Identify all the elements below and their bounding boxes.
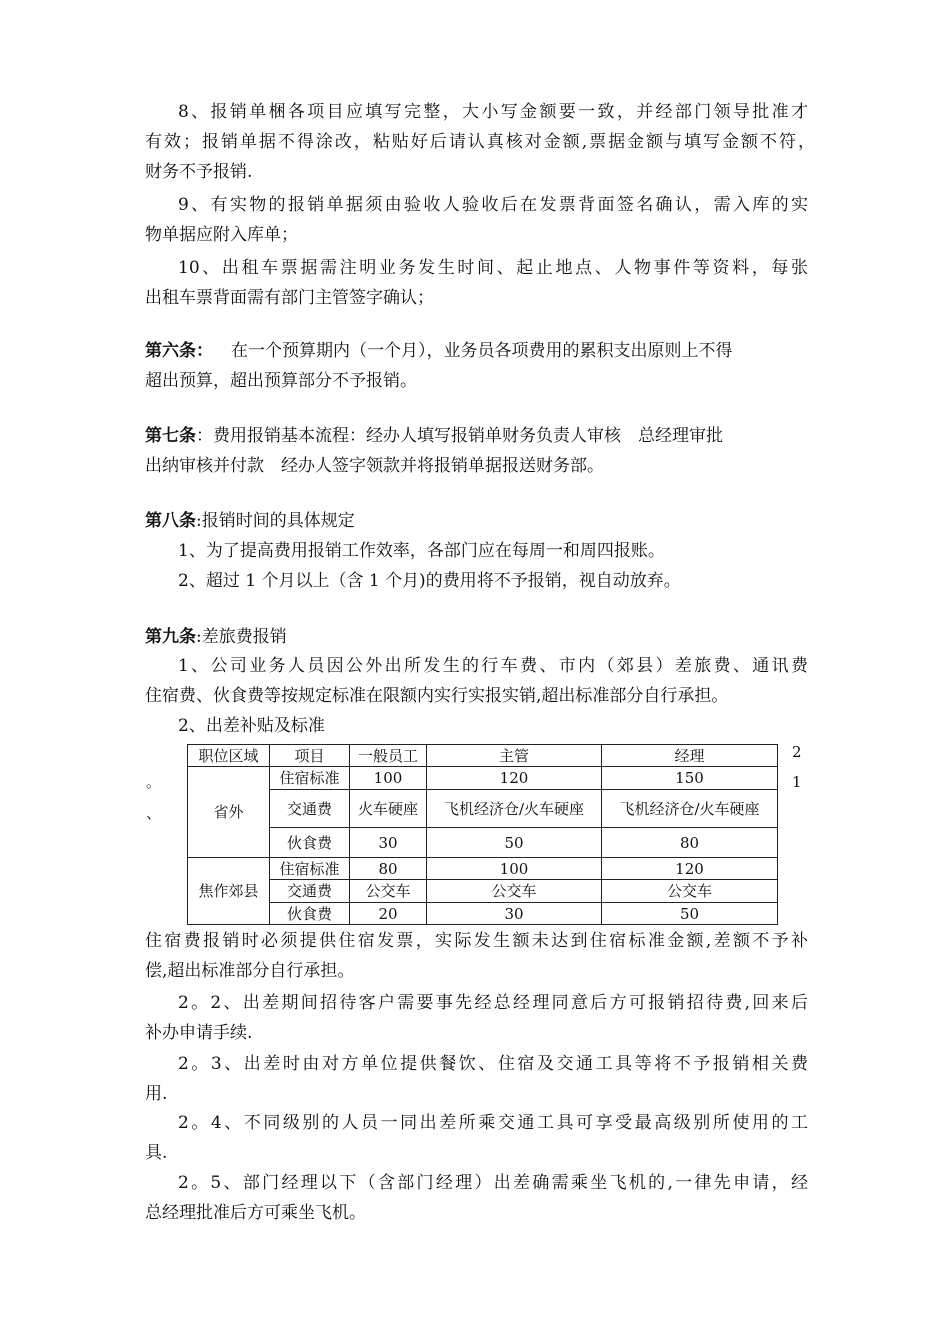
article-9-heading [145, 626, 287, 648]
table-header-cell: 职位区域 [188, 745, 270, 767]
article-6-label: 第六条： [145, 341, 213, 361]
table-cell: 公交车 [350, 880, 427, 903]
table-cell: 50 [427, 828, 602, 858]
article-7-text-1: ：费用报销基本流程：经办人填写报销单财务负责人审核 总经理审批 [196, 426, 723, 446]
article-8-label: 第八条 [145, 511, 196, 531]
table-cell: 120 [427, 767, 602, 790]
article-8-item-2: 2、超过 1 个月以上（含 1 个月)的费用将不予报销，视自动放弃。 [178, 571, 681, 591]
left-mark-bottom: 、 [146, 804, 162, 822]
table-cell: 交通费 [270, 790, 350, 828]
table-cell: 120 [602, 858, 778, 880]
table-header-cell: 一般员工 [350, 745, 427, 767]
table-row [188, 767, 778, 790]
table-header-cell: 经理 [602, 745, 778, 767]
article-6-line-1 [145, 340, 733, 362]
article-8-title: :报销时间的具体规定 [196, 511, 355, 531]
table-row [188, 858, 778, 880]
table-cell: 伙食费 [270, 828, 350, 858]
table-cell: 飞机经济仓/火车硬座 [602, 790, 778, 828]
item-9-line-2: 物单据应附入库单； [145, 225, 298, 245]
after-table-p5-line-1: 2。5、部门经理以下（含部门经理）出差确需乘坐飞机的,一律先申请，经 [178, 1173, 808, 1193]
right-mark-bottom: 1 [792, 773, 802, 791]
table-cell: 80 [602, 828, 778, 858]
article-7-label: 第七条 [145, 426, 196, 446]
table-cell: 伙食费 [270, 903, 350, 925]
table-cell: 50 [602, 903, 778, 925]
table-cell: 飞机经济仓/火车硬座 [427, 790, 602, 828]
after-table-p3-line-1: 2。3、出差时由对方单位提供餐饮、住宿及交通工具等将不予报销相关费 [178, 1054, 808, 1074]
item-8-line-3: 财务不予报销. [145, 162, 253, 182]
after-table-p4-line-2: 具. [145, 1143, 168, 1163]
article-6-text-1: 在一个预算期内（一个月），业务员各项费用的累积支出原则上不得 [231, 341, 733, 361]
table-cell: 公交车 [602, 880, 778, 903]
after-table-p5-line-2: 总经理批准后方可乘坐飞机。 [145, 1203, 366, 1223]
after-table-p3-line-2: 用. [145, 1084, 168, 1104]
article-7-line-2: 出纳审核并付款 经办人签字领款并将报销单据报送财务部。 [145, 456, 604, 476]
table-header-cell: 主管 [427, 745, 602, 767]
item-9-line-1: 9、有实物的报销单据须由验收人验收后在发票背面签名确认，需入库的实 [178, 195, 808, 215]
table-row [188, 790, 778, 828]
article-9-title: :差旅费报销 [196, 627, 287, 647]
article-9-label: 第九条 [145, 627, 196, 647]
article-9-item-2: 2、出差补贴及标准 [178, 716, 325, 736]
article-7-line-1 [145, 425, 723, 447]
after-table-p4-line-1: 2。4、不同级别的人员一同出差所乘交通工具可享受最高级别所使用的工 [178, 1113, 808, 1133]
article-9-item-1-line-2: 住宿费、伙食费等按规定标准在限额内实行实报实销,超出标准部分自行承担。 [145, 686, 729, 706]
item-8-line-1: 8、报销单梱各项目应填写完整，大小写金额要一致，并经部门领导批准才 [178, 102, 808, 122]
table-cell: 150 [602, 767, 778, 790]
article-9-item-1-line-1: 1、公司业务人员因公外出所发生的行车费、市内（郊县）差旅费、通讯费 [178, 656, 808, 676]
table-cell: 住宿标准 [270, 767, 350, 790]
article-6-line-2: 超出预算，超出预算部分不予报销。 [145, 371, 417, 391]
table-cell: 100 [427, 858, 602, 880]
region-cell: 省外 [188, 767, 270, 858]
after-table-p2-line-2: 补办申请手续. [145, 1023, 253, 1043]
table-cell: 火车硬座 [350, 790, 427, 828]
table-cell: 交通费 [270, 880, 350, 903]
table-row [188, 828, 778, 858]
table-cell: 30 [427, 903, 602, 925]
table-cell: 80 [350, 858, 427, 880]
item-8-line-2: 有效；报销单据不得涂改，粘贴好后请认真核对金额,票据金额与填写金额不符， [145, 132, 815, 152]
table-cell: 公交车 [427, 880, 602, 903]
item-10-line-1: 10、出租车票据需注明业务发生时间、起止地点、人物事件等资料，每张 [178, 258, 808, 278]
after-table-p2-line-1: 2。2、出差期间招待客户需要事先经总经理同意后方可报销招待费,回来后 [178, 993, 808, 1013]
table-cell: 30 [350, 828, 427, 858]
after-table-p1-line-2: 偿,超出标准部分自行承担。 [145, 961, 355, 981]
table-header-cell: 项目 [270, 745, 350, 767]
table-cell: 100 [350, 767, 427, 790]
travel-allowance-table [187, 744, 778, 925]
item-10-line-2: 出租车票背面需有部门主管签字确认； [145, 288, 434, 308]
table-cell: 20 [350, 903, 427, 925]
left-mark-top: 。 [146, 773, 162, 791]
table-header-row [188, 745, 778, 767]
region-cell: 焦作郊县 [188, 858, 270, 925]
table-row [188, 903, 778, 925]
table-row [188, 880, 778, 903]
after-table-p1-line-1: 住宿费报销时必须提供住宿发票，实际发生额未达到住宿标准金额,差额不予补 [145, 931, 808, 951]
table-cell: 住宿标准 [270, 858, 350, 880]
right-mark-top: 2 [792, 743, 802, 761]
article-8-heading [145, 510, 355, 532]
article-8-item-1: 1、为了提高费用报销工作效率，各部门应在每周一和周四报账。 [178, 541, 665, 561]
